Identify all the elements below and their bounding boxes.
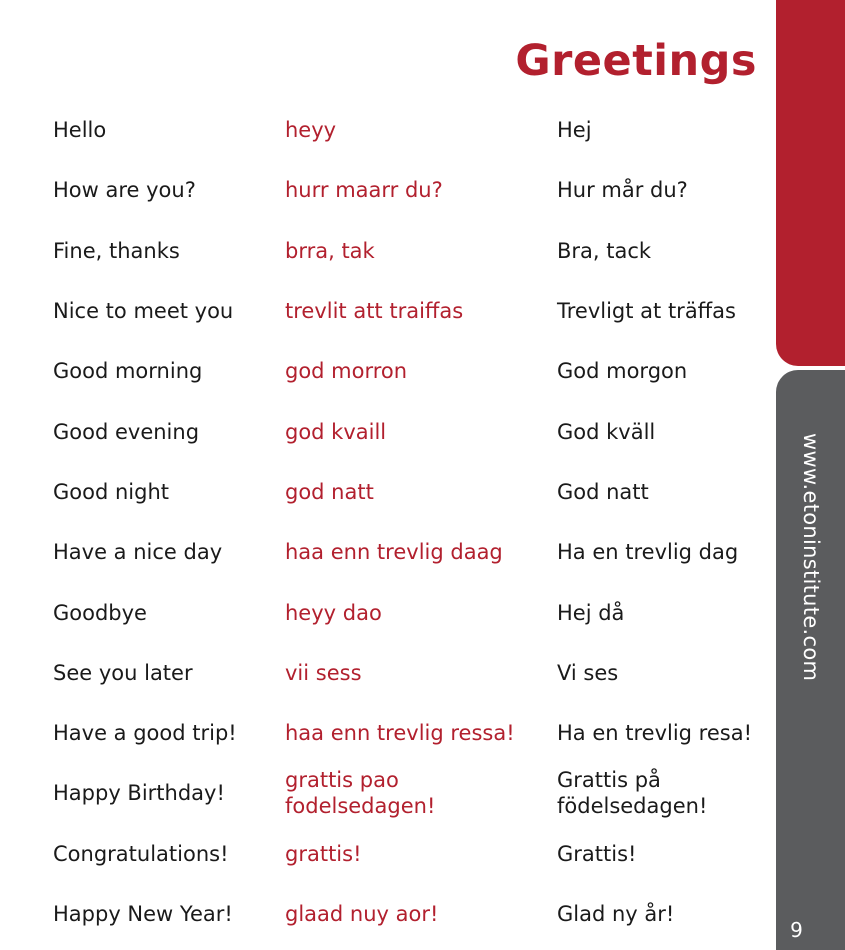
swedish-phrase-line: God natt <box>557 479 649 504</box>
pronunciation-line: fodelsedagen! <box>285 794 436 819</box>
phrase-row <box>0 401 776 461</box>
website-url: www.etoninstitute.com <box>799 433 823 682</box>
english-phrase-line: Nice to meet you <box>53 299 234 324</box>
pronunciation-line: heyy dao <box>285 600 382 625</box>
pronunciation <box>285 767 435 819</box>
swedish-phrase-line: Grattis! <box>557 841 637 866</box>
page-number: 9 <box>790 918 803 942</box>
swedish-phrase <box>557 358 687 384</box>
english-phrase-line: Goodbye <box>53 600 147 625</box>
english-phrase-line: Have a good trip! <box>53 721 237 746</box>
pronunciation <box>285 479 374 505</box>
pronunciation <box>285 238 375 264</box>
english-phrase <box>53 358 202 384</box>
swedish-phrase-line: Hej då <box>557 600 625 625</box>
swedish-phrase <box>557 841 636 867</box>
swedish-phrase-line: Ha en trevlig dag <box>557 540 739 565</box>
swedish-phrase <box>557 720 752 746</box>
english-phrase <box>53 539 222 565</box>
english-phrase <box>53 660 193 686</box>
phrase-row <box>0 582 776 642</box>
pronunciation <box>285 117 336 143</box>
pronunciation-line: god kvaill <box>285 419 387 444</box>
pronunciation-line: grattis pao <box>285 768 399 793</box>
phrase-row <box>0 221 776 281</box>
pronunciation-line: haa enn trevlig ressa! <box>285 721 515 746</box>
english-phrase-line: Good night <box>53 479 169 504</box>
pronunciation-line: trevlit att traiffas <box>285 299 464 324</box>
swedish-phrase <box>557 600 624 626</box>
sidebar-accent-tab <box>776 0 845 366</box>
phrase-row <box>0 100 776 160</box>
pronunciation <box>285 177 443 203</box>
english-phrase <box>53 720 237 746</box>
pronunciation-line: god natt <box>285 479 374 504</box>
english-phrase <box>53 479 169 505</box>
pronunciation-line: haa enn trevlig daag <box>285 540 503 565</box>
swedish-phrase-line: Glad ny år! <box>557 902 675 926</box>
phrase-row <box>0 160 776 220</box>
swedish-phrase <box>557 901 674 927</box>
english-phrase-line: Good evening <box>53 419 200 444</box>
swedish-phrase <box>557 298 736 324</box>
phrase-row <box>0 462 776 522</box>
pronunciation <box>285 419 386 445</box>
pronunciation-line: glaad nuy aor! <box>285 902 439 926</box>
swedish-phrase-line: födelsedagen! <box>557 794 708 819</box>
english-phrase <box>53 117 106 143</box>
pronunciation <box>285 358 407 384</box>
phrase-row <box>0 763 776 823</box>
swedish-phrase-line: Hur mår du? <box>557 178 688 203</box>
pronunciation <box>285 720 515 746</box>
phrase-row <box>0 341 776 401</box>
page-title: Greetings <box>515 36 757 86</box>
english-phrase <box>53 901 233 927</box>
english-phrase-line: Hello <box>53 118 107 143</box>
english-phrase <box>53 419 199 445</box>
english-phrase <box>53 780 225 806</box>
pronunciation-line: brra, tak <box>285 238 375 263</box>
sidebar-footer <box>776 370 845 950</box>
pronunciation <box>285 901 438 927</box>
swedish-phrase-line: Grattis på <box>557 768 661 793</box>
english-phrase <box>53 177 196 203</box>
swedish-phrase <box>557 177 688 203</box>
pronunciation-line: hurr maarr du? <box>285 178 443 203</box>
english-phrase-line: Good morning <box>53 359 203 384</box>
swedish-phrase <box>557 539 738 565</box>
swedish-phrase <box>557 660 618 686</box>
swedish-phrase <box>557 419 655 445</box>
swedish-phrase-line: God kväll <box>557 419 656 444</box>
phrase-row <box>0 884 776 944</box>
phrase-row <box>0 643 776 703</box>
swedish-phrase <box>557 767 707 819</box>
pronunciation <box>285 539 503 565</box>
swedish-phrase-line: Bra, tack <box>557 238 652 263</box>
pronunciation-line: vii sess <box>285 660 362 685</box>
pronunciation <box>285 298 463 324</box>
phrase-row <box>0 281 776 341</box>
english-phrase-line: Happy New Year! <box>53 902 233 926</box>
swedish-phrase <box>557 117 592 143</box>
pronunciation-line: heyy <box>285 118 337 143</box>
english-phrase-line: Have a nice day <box>53 540 223 565</box>
swedish-phrase-line: Hej <box>557 118 592 143</box>
english-phrase <box>53 600 147 626</box>
phrase-row <box>0 703 776 763</box>
pronunciation <box>285 600 382 626</box>
pronunciation <box>285 841 362 867</box>
phrase-row <box>0 522 776 582</box>
swedish-phrase <box>557 479 649 505</box>
swedish-phrase-line: Ha en trevlig resa! <box>557 721 752 746</box>
english-phrase-line: How are you? <box>53 178 196 203</box>
english-phrase <box>53 841 229 867</box>
swedish-phrase <box>557 238 651 264</box>
pronunciation-line: god morron <box>285 359 408 384</box>
english-phrase-line: Happy Birthday! <box>53 781 225 806</box>
english-phrase-line: Congratulations! <box>53 841 229 866</box>
english-phrase-line: See you later <box>53 660 193 685</box>
swedish-phrase-line: Vi ses <box>557 660 619 685</box>
english-phrase <box>53 238 180 264</box>
swedish-phrase-line: God morgon <box>557 359 688 384</box>
phrase-list <box>0 100 776 944</box>
english-phrase-line: Fine, thanks <box>53 238 180 263</box>
phrase-row <box>0 824 776 884</box>
english-phrase <box>53 298 233 324</box>
swedish-phrase-line: Trevligt at träffas <box>557 299 736 324</box>
pronunciation-line: grattis! <box>285 841 362 866</box>
pronunciation <box>285 660 362 686</box>
